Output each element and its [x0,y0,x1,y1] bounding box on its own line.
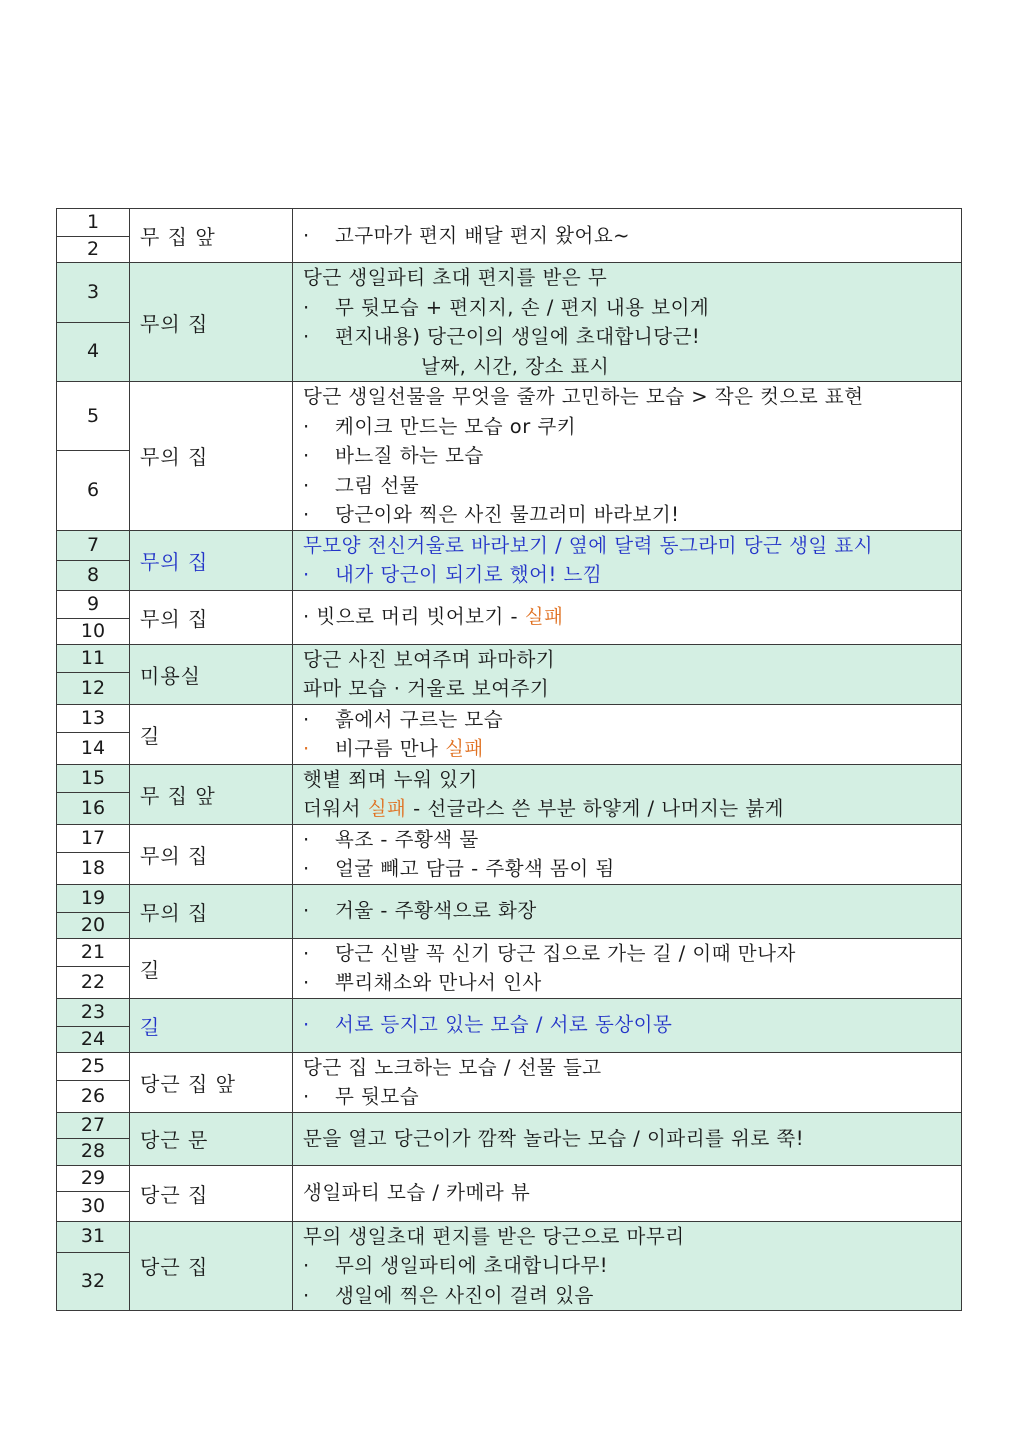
description-line [303,1281,961,1311]
table-row [57,382,962,451]
scene-number: 3 [57,263,130,323]
scene-description [293,382,962,531]
scene-number: 6 [57,451,130,530]
description-text: 얼굴 빼고 담금 - 주황색 몸이 됨 [335,857,615,880]
scene-description [293,1221,962,1311]
scene-number: 25 [57,1052,130,1081]
scene-location: 무 집 앞 [130,209,293,263]
description-text: 햇볕 쬐며 누워 있기 [303,767,478,791]
scene-number: 24 [57,1026,130,1052]
scene-location: 무의 집 [130,590,293,644]
description-text: 문을 열고 당근이가 깜짝 놀라는 모습 / 이파리를 위로 쭉! [303,1126,805,1150]
description-line [303,1010,961,1040]
table-row [57,1221,962,1252]
scene-location: 당근 문 [130,1112,293,1165]
table-row [57,263,962,323]
table-row [57,1165,962,1191]
scene-number: 29 [57,1165,130,1191]
bullet-marker: · [303,941,310,965]
scene-location: 길 [130,704,293,764]
scene-number: 21 [57,938,130,967]
description-line [303,645,961,675]
scene-location: 무의 집 [130,382,293,531]
description-line [303,794,961,824]
description-text: 당근 집 노크하는 모습 / 선물 들고 [303,1055,602,1079]
description-line [303,1053,961,1083]
storyboard-body [57,209,962,1311]
description-line [303,854,961,884]
bullet-marker: · [303,1283,310,1307]
scene-description [293,209,962,263]
bullet-marker: · [303,1254,310,1277]
scene-number: 18 [57,853,130,884]
description-line [303,531,961,561]
bullet-marker: · [303,325,310,348]
description-line [303,1178,961,1208]
description-text: 당근 생일파티 초대 편지를 받은 무 [303,266,608,289]
table-row [57,1052,962,1081]
bullet-marker: · [303,414,310,438]
description-text: 실패 [367,797,407,820]
scene-number: 28 [57,1138,130,1165]
table-row [57,590,962,618]
description-line [303,674,961,704]
scene-number: 4 [57,322,130,382]
scene-location: 무의 집 [130,263,293,382]
description-text: 당근이와 찍은 사진 물끄러미 바라보기! [335,503,680,526]
scene-location: 길 [130,998,293,1052]
scene-location: 당근 집 앞 [130,1052,293,1112]
bullet-marker: · [303,899,310,923]
scene-location: 길 [130,938,293,998]
scene-number: 27 [57,1112,130,1138]
table-row [57,824,962,853]
scene-number: 23 [57,998,130,1026]
bullet-marker: · [303,827,310,851]
scene-description [293,938,962,998]
description-text: 당근 사진 보여주며 파마하기 [303,647,556,671]
bullet-marker: · [303,1013,310,1037]
bullet-marker: · [303,971,310,994]
description-text: 서로 등지고 있는 모습 / 서로 동상이몽 [335,1013,673,1037]
description-line [303,293,961,323]
scene-description [293,590,962,644]
scene-number: 16 [57,793,130,824]
scene-number: 17 [57,824,130,853]
bullet-marker: · [303,503,310,526]
scene-number: 8 [57,560,130,590]
table-row [57,938,962,967]
description-line [303,500,961,530]
scene-number: 1 [57,209,130,237]
description-line [303,471,961,501]
description-text: 더워서 [303,797,368,820]
description-line [303,602,961,632]
scene-description [293,998,962,1052]
description-line [303,896,961,926]
bullet-marker: · [303,707,310,731]
table-row [57,884,962,912]
scene-description [293,1052,962,1112]
description-text: 바느질 하는 모습 [335,444,484,467]
table-row [57,764,962,793]
description-line [303,382,961,412]
description-text: 뿌리채소와 만나서 인사 [335,971,542,994]
scene-number: 10 [57,618,130,644]
scene-description [293,263,962,382]
description-line [303,322,961,352]
scene-number: 5 [57,382,130,451]
description-line [303,734,961,764]
table-row [57,998,962,1026]
description-line [303,352,961,382]
description-text: 욕조 - 주황색 물 [335,827,479,851]
description-text: 생일파티 모습 / 카메라 뷰 [303,1181,531,1205]
description-line [303,765,961,795]
description-line [303,1251,961,1281]
scene-description [293,530,962,590]
scene-location: 미용실 [130,644,293,704]
scene-number: 2 [57,237,130,263]
scene-location: 당근 집 [130,1165,293,1221]
scene-number: 14 [57,733,130,764]
description-text: 그림 선물 [335,473,420,497]
description-text: 비구름 만나 [335,737,446,760]
scene-description [293,1165,962,1221]
description-line [303,939,961,969]
scene-number: 32 [57,1252,130,1310]
scene-location: 당근 집 [130,1221,293,1311]
scene-location: 무의 집 [130,530,293,590]
bullet-marker: · [303,444,310,467]
description-line [303,1124,961,1154]
scene-location: 무의 집 [130,884,293,938]
description-text: 무의 생일초대 편지를 받은 당근으로 마무리 [303,1224,685,1248]
table-row [57,1112,962,1138]
description-text: 무 뒷모습 [335,1085,420,1108]
description-text: 생일에 찍은 사진이 걸려 있음 [335,1283,594,1307]
scene-number: 15 [57,764,130,793]
description-line [303,1222,961,1252]
description-line [303,412,961,442]
scene-description [293,824,962,884]
scene-number: 22 [57,967,130,998]
bullet-marker: · [303,473,310,497]
scene-number: 30 [57,1191,130,1221]
scene-number: 19 [57,884,130,912]
description-text: 무모양 전신거울로 바라보기 / 옆에 달력 동그라미 당근 생일 표시 [303,533,874,557]
description-text: 고구마가 편지 배달 편지 왔어요~ [335,223,631,247]
description-text: 내가 당근이 되기로 했어! 느낌 [335,563,603,586]
table-row [57,209,962,237]
scene-number: 20 [57,912,130,938]
description-text: 무의 생일파티에 초대합니다무! [335,1254,609,1277]
bullet-marker: · [303,563,310,586]
bullet-marker: · [303,295,310,319]
description-text: 편지내용) 당근이의 생일에 초대합니당근! [335,325,701,348]
description-text: · 빗으로 머리 빗어보기 - [303,605,525,629]
description-text: 당근 생일선물을 무엇을 줄까 고민하는 모습 > 작은 컷으로 표현 [303,385,864,408]
description-line [303,968,961,998]
bullet-marker: · [303,223,310,247]
scene-number: 7 [57,530,130,560]
description-line [303,825,961,855]
description-line [303,221,961,251]
scene-location: 무의 집 [130,824,293,884]
description-line [303,441,961,471]
description-text: 흙에서 구르는 모습 [335,707,504,731]
bullet-marker: · [303,857,310,880]
storyboard-table [56,208,962,1311]
description-line [303,1082,961,1112]
scene-number: 11 [57,644,130,673]
table-row [57,644,962,673]
scene-description [293,884,962,938]
scene-description [293,1112,962,1165]
description-text: - 선글라스 쓴 부분 하얗게 / 나머지는 붉게 [406,797,784,820]
scene-description [293,764,962,824]
scene-number: 9 [57,590,130,618]
description-text: 거울 - 주황색으로 화장 [335,899,537,923]
scene-description [293,644,962,704]
description-line [303,263,961,293]
table-row [57,704,962,733]
table-row [57,530,962,560]
description-text: 실패 [445,737,484,760]
description-text: 케이크 만드는 모습 or 쿠키 [335,414,577,438]
scene-location: 무 집 앞 [130,764,293,824]
scene-number: 31 [57,1221,130,1252]
description-line [303,705,961,735]
bullet-marker: · [303,1085,310,1108]
description-text: 날짜, 시간, 장소 표시 [421,354,610,378]
scene-number: 26 [57,1081,130,1112]
description-text: 파마 모습 · 거울로 보여주기 [303,677,550,700]
description-text: 무 뒷모습 + 편지지, 손 / 편지 내용 보이게 [335,295,710,319]
description-text: 실패 [524,605,564,629]
scene-description [293,704,962,764]
scene-number: 13 [57,704,130,733]
description-line [303,560,961,590]
scene-number: 12 [57,673,130,704]
bullet-marker: · [303,737,310,760]
description-text: 당근 신발 꼭 신기 당근 집으로 가는 길 / 이때 만나자 [335,941,796,965]
